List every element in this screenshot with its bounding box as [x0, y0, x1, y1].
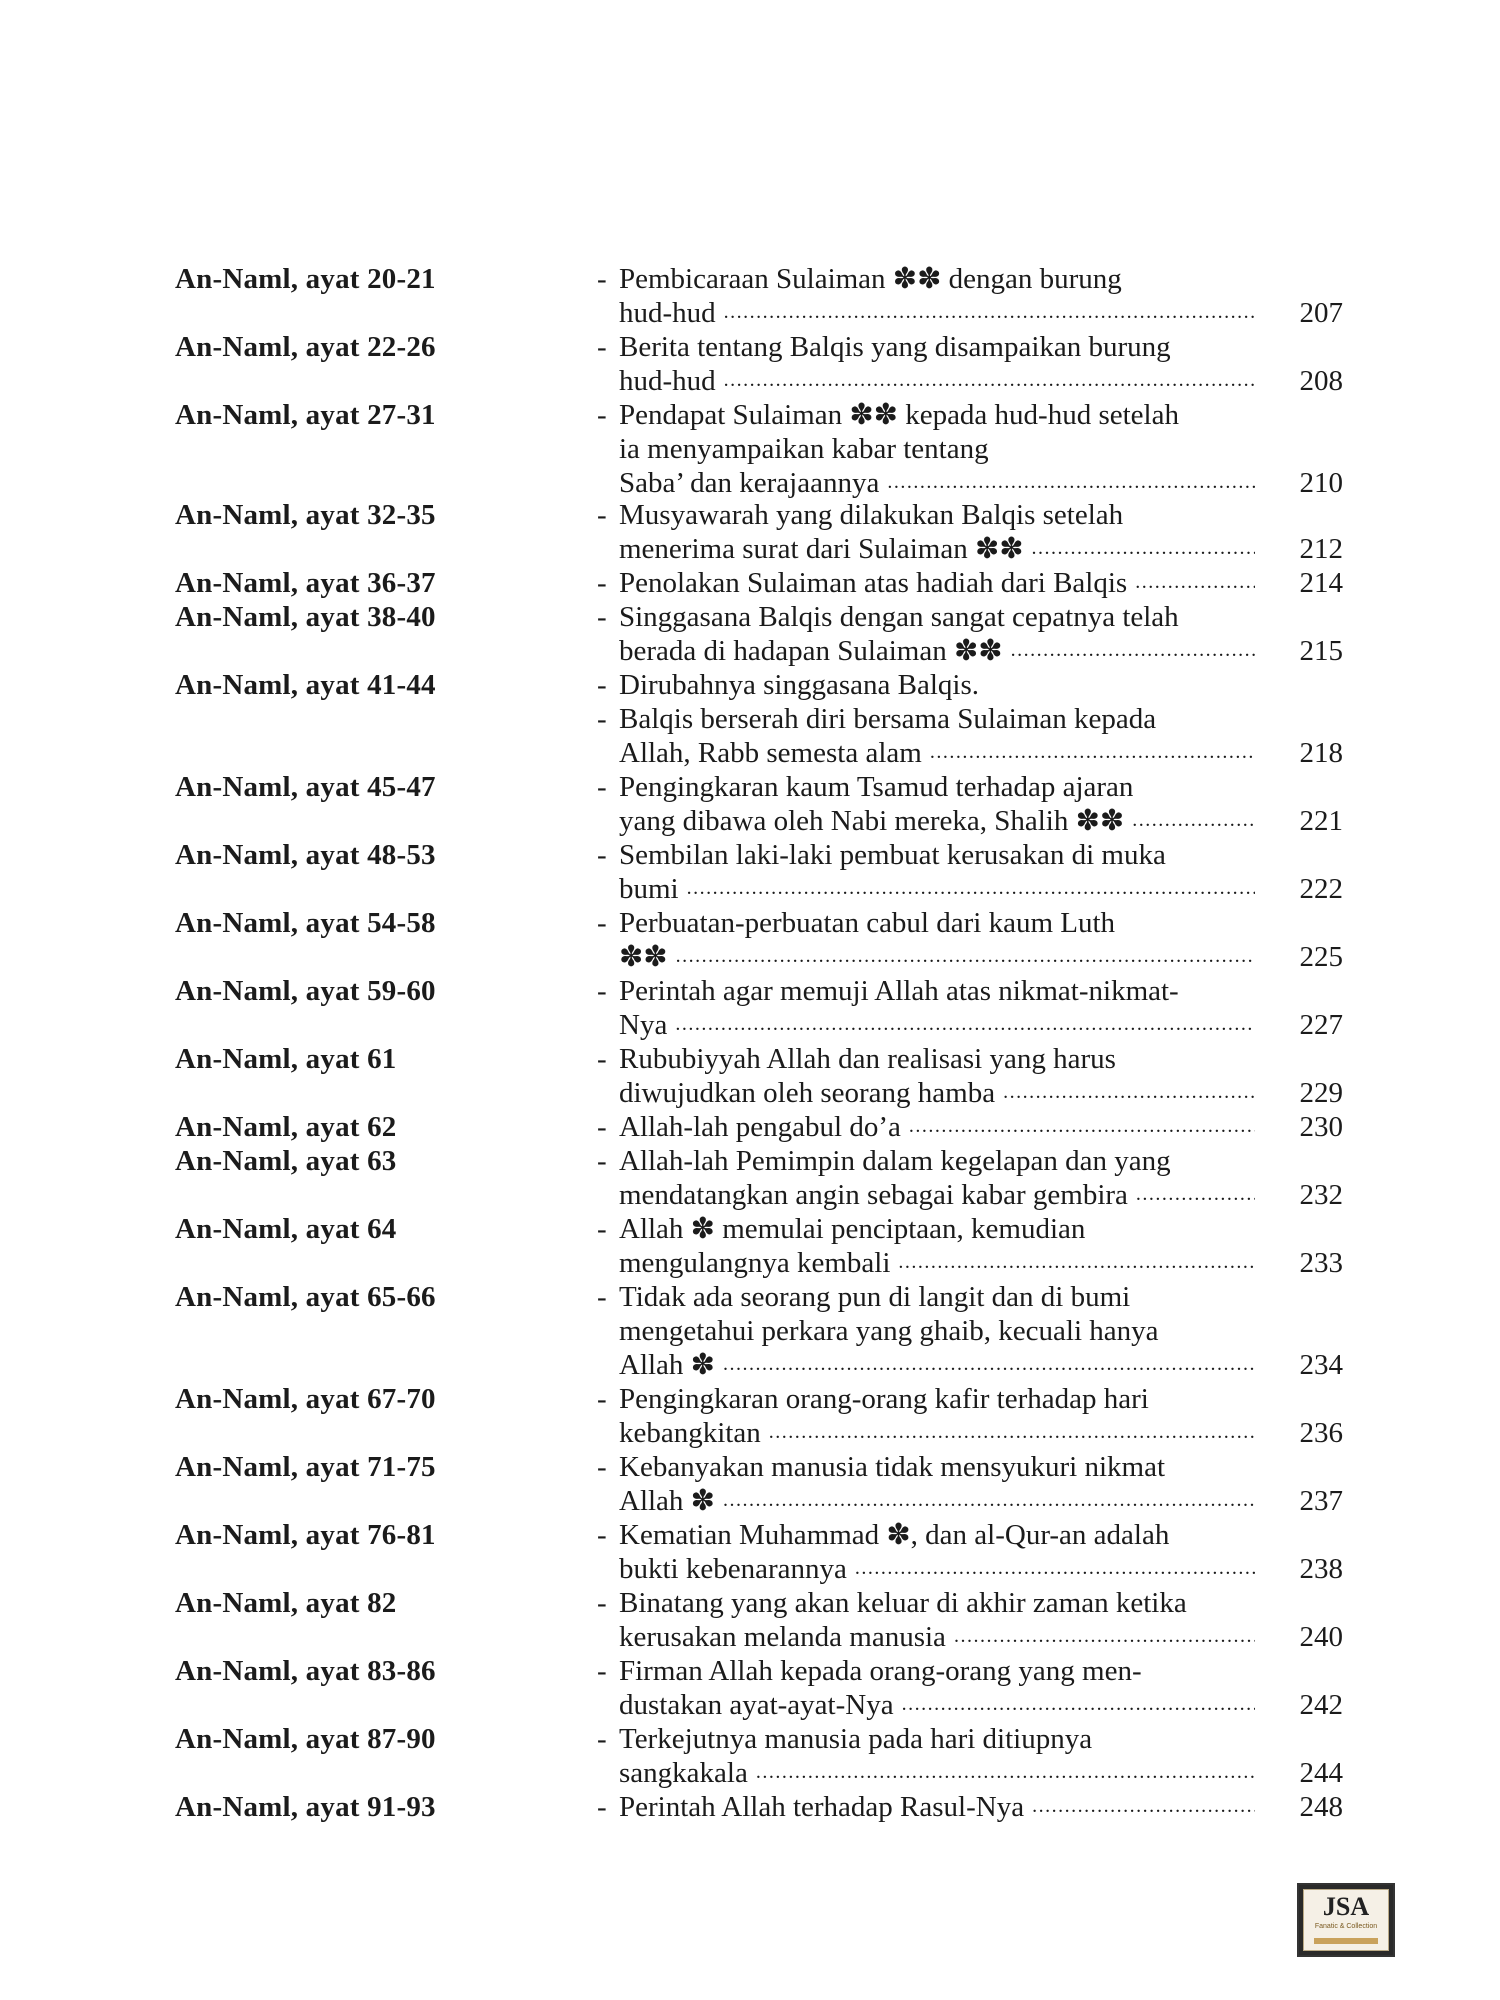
toc-entry	[0, 330, 1500, 398]
toc-entry-page-number: 214	[1299, 567, 1343, 599]
toc-entry-title: Allah, Rabb semesta alam	[619, 737, 922, 769]
toc-entry-title: Allah ✽ memulai penciptaan, kemudian	[619, 1213, 1086, 1245]
toc-entry-description-line	[597, 1552, 1347, 1586]
toc-entry-description-line	[597, 1518, 1347, 1552]
toc-entry	[0, 1280, 1500, 1382]
toc-entry-title: Tidak ada seorang pun di langit dan di bumi	[619, 1281, 1131, 1313]
toc-entry-page-number: 248	[1299, 1791, 1343, 1823]
toc-entry-reference: An-Naml, ayat 76-81	[175, 1519, 436, 1551]
toc-entry-description-line	[597, 364, 1347, 398]
toc-entry-reference: An-Naml, ayat 59-60	[175, 975, 436, 1007]
toc-entry-title: Pengingkaran kaum Tsamud terhadap ajaran	[619, 771, 1134, 803]
toc-entry-description-line	[597, 432, 1347, 466]
toc-entry	[0, 1382, 1500, 1450]
dot-leader	[1003, 1081, 1255, 1105]
toc-entry-reference: An-Naml, ayat 67-70	[175, 1383, 436, 1415]
toc-entry-title: Firman Allah kepada orang-orang yang men-	[619, 1655, 1142, 1687]
toc-entry-description-line	[597, 1008, 1347, 1042]
toc-entry-title: Rububiyyah Allah dan realisasi yang harus	[619, 1043, 1116, 1075]
toc-entry-reference: An-Naml, ayat 64	[175, 1213, 397, 1245]
toc-entry-reference: An-Naml, ayat 32-35	[175, 499, 436, 531]
toc-entry-description-line	[597, 974, 1347, 1008]
entry-dash: -	[597, 1587, 607, 1619]
entry-dash: -	[597, 907, 607, 939]
toc-entry	[0, 974, 1500, 1042]
toc-entry-title: Kematian Muhammad ✽, dan al-Qur-an adalah	[619, 1519, 1170, 1551]
toc-entry-reference: An-Naml, ayat 27-31	[175, 399, 436, 431]
toc-entry-page-number: 215	[1299, 635, 1343, 667]
entry-dash: -	[597, 1791, 607, 1823]
toc-entry-title: mengulangnya kembali	[619, 1247, 891, 1279]
entry-dash: -	[597, 1723, 607, 1755]
toc-entry-description-line	[597, 804, 1347, 838]
jsa-logo	[1297, 1883, 1395, 1957]
toc-entry	[0, 566, 1500, 600]
toc-entry	[0, 1450, 1500, 1518]
toc-entry-title: Sembilan laki-laki pembuat kerusakan di muka	[619, 839, 1166, 871]
toc-entry-page-number: 227	[1299, 1009, 1343, 1041]
toc-entry	[0, 770, 1500, 838]
dot-leader	[675, 1013, 1255, 1037]
toc-entry-reference: An-Naml, ayat 62	[175, 1111, 397, 1143]
toc-entry-description-line	[597, 1416, 1347, 1450]
toc-entry-title: dustakan ayat-ayat-Nya	[619, 1689, 894, 1721]
entry-dash: -	[597, 499, 607, 531]
toc-entry-title: Perbuatan-perbuatan cabul dari kaum Luth	[619, 907, 1116, 939]
toc-entry-title: kerusakan melanda manusia	[619, 1621, 946, 1653]
toc-entry-page-number: 236	[1299, 1417, 1343, 1449]
entry-dash: -	[597, 1383, 607, 1415]
toc-entry-reference: An-Naml, ayat 22-26	[175, 331, 436, 363]
toc-entry	[0, 498, 1500, 566]
toc-entry-description-line	[597, 1620, 1347, 1654]
toc-entry-title: kebangkitan	[619, 1417, 761, 1449]
toc-entry-description-line	[597, 398, 1347, 432]
toc-entry-description-line	[597, 1042, 1347, 1076]
toc-entry-description-line	[597, 1314, 1347, 1348]
toc-entry-description-line	[597, 1280, 1347, 1314]
toc-entry-description-line	[597, 1484, 1347, 1518]
dot-leader	[1011, 639, 1255, 663]
entry-dash: -	[597, 1519, 607, 1551]
toc-entry-title: bumi	[619, 873, 679, 905]
toc-entry-description-line	[597, 1178, 1347, 1212]
entry-dash: -	[597, 1451, 607, 1483]
toc-entry-title: Pengingkaran orang-orang kafir terhadap hari	[619, 1383, 1149, 1415]
toc-entry-description-line	[597, 1348, 1347, 1382]
entry-dash: -	[597, 1043, 607, 1075]
toc-entry-title: bukti kebenarannya	[619, 1553, 847, 1585]
toc-entry-description-line	[597, 330, 1347, 364]
dot-leader	[1135, 571, 1255, 595]
toc-entry-reference: An-Naml, ayat 61	[175, 1043, 397, 1075]
toc-entry-title: Penolakan Sulaiman atas hadiah dari Balqis	[619, 567, 1128, 599]
logo-bar	[1314, 1938, 1378, 1944]
logo-subtitle: Fanatic & Collection	[1314, 1923, 1378, 1930]
toc-entry-title: Perintah agar memuji Allah atas nikmat-nikmat-	[619, 975, 1179, 1007]
toc-entry-title: mendatangkan angin sebagai kabar gembira	[619, 1179, 1128, 1211]
toc-entry-page-number: 242	[1299, 1689, 1343, 1721]
toc-entry-page-number: 218	[1299, 737, 1343, 769]
toc-entry-reference: An-Naml, ayat 65-66	[175, 1281, 436, 1313]
toc-entry-title: ia menyampaikan kabar tentang	[619, 433, 989, 465]
toc-entry-title: Saba’ dan kerajaannya	[619, 467, 880, 499]
dot-leader	[1132, 809, 1255, 833]
toc-entry-description-line	[597, 838, 1347, 872]
dot-leader	[687, 877, 1255, 901]
toc-entry-reference: An-Naml, ayat 54-58	[175, 907, 436, 939]
toc-entry	[0, 398, 1500, 500]
dot-leader	[855, 1557, 1255, 1581]
toc-entry-description-line	[597, 1688, 1347, 1722]
toc-entry	[0, 1212, 1500, 1280]
toc-entry-title: Nya	[619, 1009, 668, 1041]
toc-entry-description-line	[597, 668, 1347, 702]
entry-dash: -	[597, 771, 607, 803]
toc-entry	[0, 906, 1500, 974]
toc-entry-title: Allah-lah pengabul do’a	[619, 1111, 901, 1143]
toc-entry-title: menerima surat dari Sulaiman ✽✽	[619, 533, 1024, 565]
toc-entry-reference: An-Naml, ayat 20-21	[175, 263, 436, 295]
toc-entry-description-line	[597, 1586, 1347, 1620]
toc-entry-reference: An-Naml, ayat 36-37	[175, 567, 436, 599]
entry-dash: -	[597, 975, 607, 1007]
toc-entry-title: berada di hadapan Sulaiman ✽✽	[619, 635, 1003, 667]
toc-entry-title: Berita tentang Balqis yang disampaikan burung	[619, 331, 1171, 363]
toc-entry-description-line	[597, 702, 1347, 736]
toc-entry-description-line	[597, 296, 1347, 330]
toc-entry-title: sangkakala	[619, 1757, 748, 1789]
dot-leader	[769, 1421, 1255, 1445]
entry-dash: -	[597, 703, 607, 735]
toc-entry	[0, 1586, 1500, 1654]
toc-entry-page-number: 208	[1299, 365, 1343, 397]
toc-entry-title: hud-hud	[619, 365, 716, 397]
entry-dash: -	[597, 839, 607, 871]
toc-entry-description-line	[597, 770, 1347, 804]
toc-entry-page-number: 230	[1299, 1111, 1343, 1143]
toc-entry	[0, 1722, 1500, 1790]
toc-entry-description-line	[597, 1382, 1347, 1416]
dot-leader	[1032, 537, 1255, 561]
logo-badge	[1303, 1889, 1389, 1951]
toc-entry	[0, 262, 1500, 330]
toc-entry-description-line	[597, 566, 1347, 600]
entry-dash: -	[597, 601, 607, 633]
toc-entry-title: Perintah Allah terhadap Rasul-Nya	[619, 1791, 1025, 1823]
toc-entry-page-number: 238	[1299, 1553, 1343, 1585]
toc-entry-title: Musyawarah yang dilakukan Balqis setelah	[619, 499, 1124, 531]
toc-entry-page-number: 229	[1299, 1077, 1343, 1109]
toc-entry-description-line	[597, 634, 1347, 668]
toc-entry-title: hud-hud	[619, 297, 716, 329]
toc-entry-title: yang dibawa oleh Nabi mereka, Shalih ✽✽	[619, 805, 1125, 837]
toc-entry-reference: An-Naml, ayat 45-47	[175, 771, 436, 803]
entry-dash: -	[597, 331, 607, 363]
toc-entry-title: Terkejutnya manusia pada hari ditiupnya	[619, 1723, 1093, 1755]
toc-entry-title: Allah-lah Pemimpin dalam kegelapan dan yang	[619, 1145, 1171, 1177]
dot-leader	[724, 301, 1255, 325]
entry-dash: -	[597, 1145, 607, 1177]
toc-entry-title: Pembicaraan Sulaiman ✽✽ dengan burung	[619, 263, 1122, 295]
dot-leader	[898, 1251, 1255, 1275]
toc-entry-title: Kebanyakan manusia tidak mensyukuri nikmat	[619, 1451, 1166, 1483]
toc-entry-title: Pendapat Sulaiman ✽✽ kepada hud-hud setelah	[619, 399, 1179, 431]
toc-entry-page-number: 240	[1299, 1621, 1343, 1653]
toc-entry-title: Balqis berserah diri bersama Sulaiman kepada	[619, 703, 1157, 735]
dot-leader	[676, 945, 1255, 969]
logo-text: JSA	[1322, 1892, 1370, 1921]
entry-dash: -	[597, 1281, 607, 1313]
toc-entry-description-line	[597, 1790, 1347, 1824]
toc-entry-reference: An-Naml, ayat 41-44	[175, 669, 436, 701]
toc-entry-title: Allah ✽	[619, 1485, 715, 1517]
toc-entry	[0, 1790, 1500, 1824]
toc-entry-reference: An-Naml, ayat 63	[175, 1145, 397, 1177]
toc-entry-title: Dirubahnya singgasana Balqis.	[619, 669, 980, 701]
dot-leader	[724, 369, 1255, 393]
dot-leader	[930, 741, 1255, 765]
entry-dash: -	[597, 567, 607, 599]
toc-entry-page-number: 210	[1299, 467, 1343, 499]
toc-entry-description-line	[597, 498, 1347, 532]
toc-entry-title: diwujudkan oleh seorang hamba	[619, 1077, 996, 1109]
toc-entry-reference: An-Naml, ayat 83-86	[175, 1655, 436, 1687]
toc-entry-page-number: 232	[1299, 1179, 1343, 1211]
dot-leader	[902, 1693, 1255, 1717]
toc-entry	[0, 1110, 1500, 1144]
toc-entry-reference: An-Naml, ayat 82	[175, 1587, 397, 1619]
toc-entry	[0, 838, 1500, 906]
toc-entry-page-number: 222	[1299, 873, 1343, 905]
toc-entry	[0, 1042, 1500, 1110]
toc-entry-page-number: 244	[1299, 1757, 1343, 1789]
toc-entry-reference: An-Naml, ayat 91-93	[175, 1791, 436, 1823]
toc-entry-page-number: 221	[1299, 805, 1343, 837]
dot-leader	[1032, 1795, 1255, 1819]
toc-entry-description-line	[597, 1246, 1347, 1280]
dot-leader	[1136, 1183, 1255, 1207]
toc-entry-page-number: 207	[1299, 297, 1343, 329]
toc-entry	[0, 1144, 1500, 1212]
toc-entry-description-line	[597, 1144, 1347, 1178]
toc-entry-reference: An-Naml, ayat 87-90	[175, 1723, 436, 1755]
toc-entry-description-line	[597, 906, 1347, 940]
dot-leader	[723, 1353, 1255, 1377]
toc-entry-title: mengetahui perkara yang ghaib, kecuali hanya	[619, 1315, 1159, 1347]
dot-leader	[887, 471, 1255, 495]
toc-entry-page-number: 212	[1299, 533, 1343, 565]
dot-leader	[756, 1761, 1255, 1785]
toc-entry-page-number: 234	[1299, 1349, 1343, 1381]
toc-entry-description-line	[597, 1722, 1347, 1756]
entry-dash: -	[597, 399, 607, 431]
toc-entry-description-line	[597, 1756, 1347, 1790]
toc-entry-reference: An-Naml, ayat 71-75	[175, 1451, 436, 1483]
entry-dash: -	[597, 1655, 607, 1687]
toc-entry	[0, 600, 1500, 668]
toc-entry-description-line	[597, 736, 1347, 770]
toc-entry	[0, 1518, 1500, 1586]
toc-entry-title: Allah ✽	[619, 1349, 715, 1381]
toc-entry-page-number: 225	[1299, 941, 1343, 973]
toc-entry	[0, 668, 1500, 702]
toc-entry-reference: An-Naml, ayat 38-40	[175, 601, 436, 633]
toc-entry-description-line	[597, 1212, 1347, 1246]
toc-entry-description-line	[597, 1654, 1347, 1688]
dot-leader	[723, 1489, 1255, 1513]
toc-entry-title: Binatang yang akan keluar di akhir zaman ketika	[619, 1587, 1187, 1619]
toc-entry-page-number: 237	[1299, 1485, 1343, 1517]
toc-entry-description-line	[597, 600, 1347, 634]
toc-entry-description-line	[597, 1450, 1347, 1484]
toc-entry-page-number: 233	[1299, 1247, 1343, 1279]
toc-entry-title: ✽✽	[619, 941, 668, 973]
toc-entry-description-line	[597, 940, 1347, 974]
entry-dash: -	[597, 263, 607, 295]
dot-leader	[909, 1115, 1255, 1139]
toc-entry-reference: An-Naml, ayat 48-53	[175, 839, 436, 871]
entry-dash: -	[597, 1111, 607, 1143]
toc-entry-description-line	[597, 262, 1347, 296]
entry-dash: -	[597, 669, 607, 701]
toc-entry-description-line	[597, 466, 1347, 500]
toc-entry-description-line	[597, 532, 1347, 566]
toc-entry-title: Singgasana Balqis dengan sangat cepatnya telah	[619, 601, 1179, 633]
toc-entry	[0, 1654, 1500, 1722]
toc-entry-description-line	[597, 1076, 1347, 1110]
dot-leader	[954, 1625, 1255, 1649]
toc-entry	[0, 702, 1500, 770]
toc-entry-description-line	[597, 872, 1347, 906]
entry-dash: -	[597, 1213, 607, 1245]
toc-entry-description-line	[597, 1110, 1347, 1144]
